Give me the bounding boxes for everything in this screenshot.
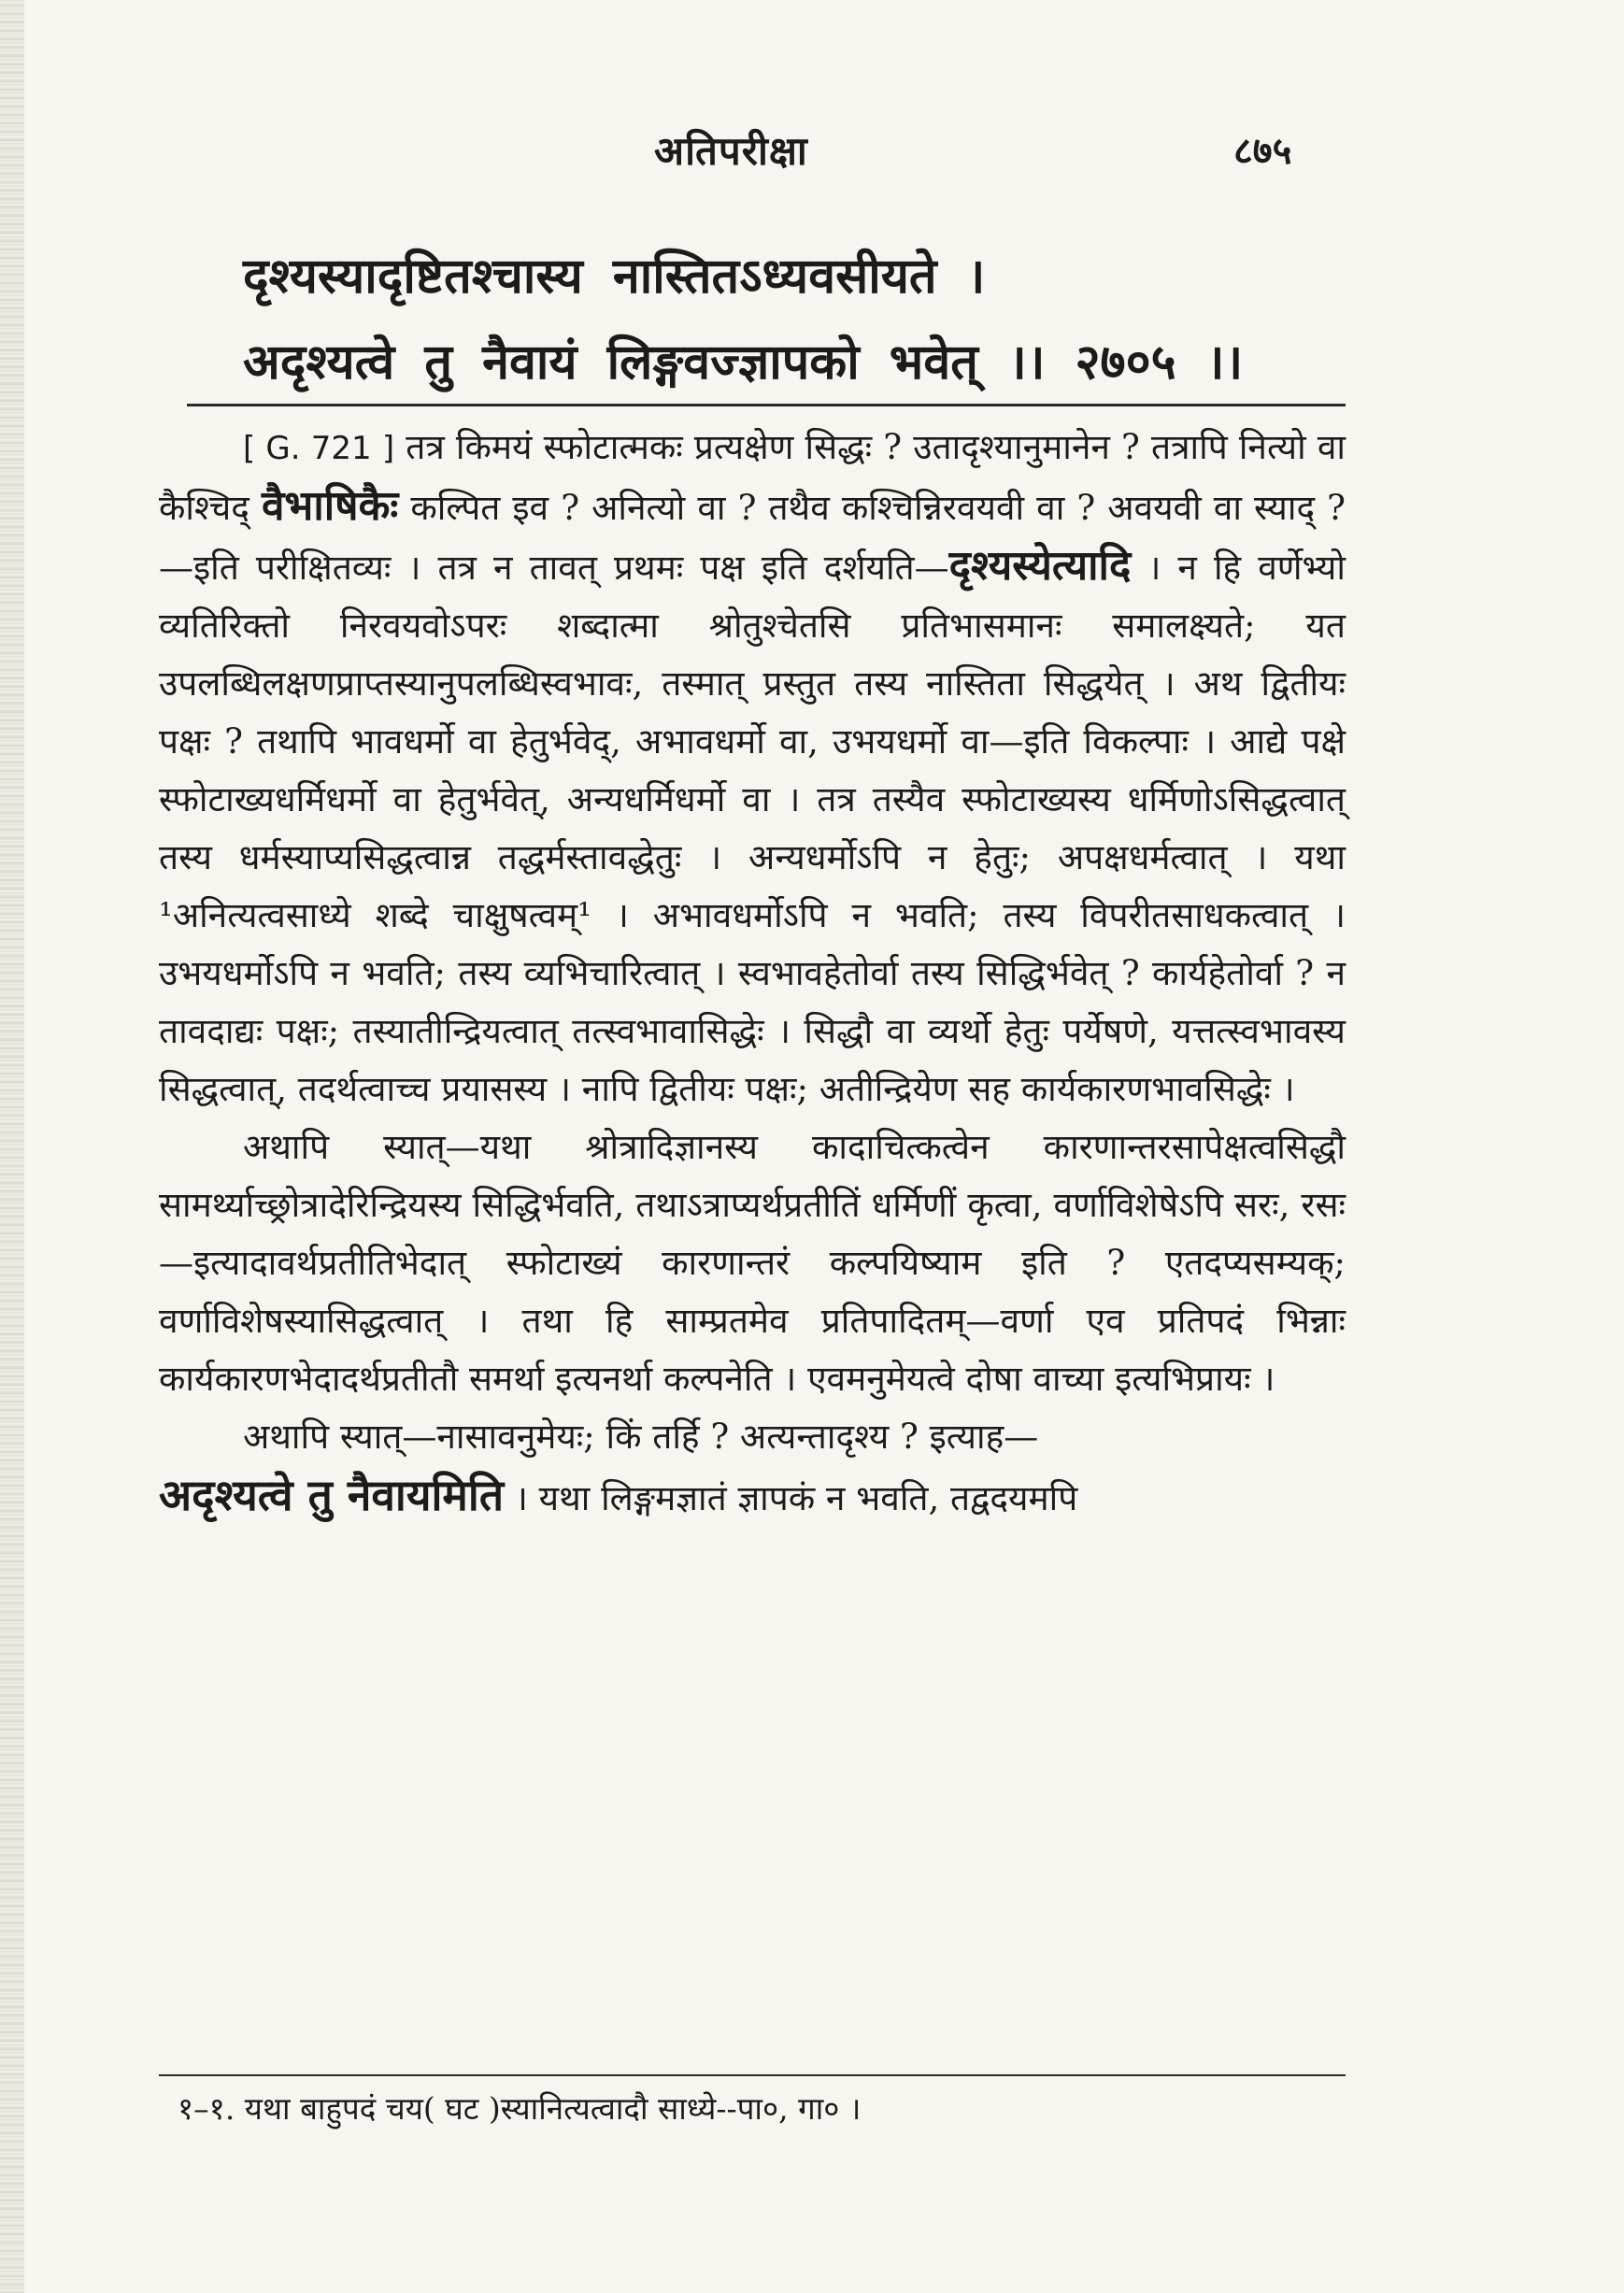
commentary-paragraph-3 — [159, 1408, 1346, 1528]
commentary-text — [159, 419, 1346, 1528]
commentary-segment: तत्र किमयं स्फोटात्मकः प्रत्यक्षेण सिद्धः ? उतादृश्यानुमानेन ? तत्रापि नित्यो वा कैश्चिद् — [159, 427, 1346, 528]
emphasis-pratika: दृश्यस्येत्यादि — [948, 542, 1132, 590]
commentary-paragraph-2: अथापि स्यात्—यथा श्रोत्रादिज्ञानस्य कादाचित्कत्वेन कारणान्तरसापेक्षत्वसिद्धौ सामर्थ्याच्छ्रोत्रादेरिन्द्रियस्य सिद्धिर्भवति, तथाऽत्राप्यर्थप्रतीतिं धर्मिणीं कृत्वा, वर्णाविशेषेऽपि सरः, रसः—इत्यादावर्थप्रतीतिभेदात् स्फोटाख्यं कारणान्तरं कल्पयिष्याम इति ? एतदप्यसम्यक्; वर्णाविशेषस्यासिद्धत्वात् । तथा हि साम्प्रतमेव प्रतिपादितम्—वर्णा एव प्रतिपदं भिन्नाः कार्यकारणभेदादर्थप्रतीतौ समर्था इत्यनर्था कल्पनेति । एवमनुमेयत्वे दोषा वाच्या इत्यभिप्रायः । — [159, 1127, 1346, 1399]
emphasis-pratika-2: अदृश्यत्वे तु नैवायमिति — [159, 1470, 505, 1520]
commentary-segment: । न हि वर्णेभ्यो व्यतिरिक्तो निरवयवोऽपरः शब्दात्मा श्रोतुश्चेतसि प्रतिभासमानः समालक्ष्यते; यत उपलब्धिलक्षणप्राप्तस्यानुपलब्धिस्वभावः, तस्मात् प्रस्तुत तस्य नास्तिता सिद्धयेत् । अथ द्वितीयः पक्षः ? तथापि भावधर्मो वा हेतुर्भवेद्, अभावधर्मो वा, उभयधर्मो वा—इति विकल्पाः । आद्ये पक्षे स्फोटाख्यधर्मिधर्मो वा हेतुर्भवेत्, अन्यधर्मिधर्मो वा । तत्र तस्यैव स्फोटाख्यस्य धर्मिणोऽसिद्धत्वात् तस्य धर्मस्याप्यसिद्धत्वान्न तद्धर्मस्तावद्धेतुः । अन्यधर्मोऽपि न हेतुः; अपक्षधर्मत्वात् । यथा ¹अनित्यत्वसाध्ये शब्दे चाक्षुषत्वम्¹ । अभावधर्मोऽपि न भवति; तस्य विपरीतसाधकत्वात् । उभयधर्मोऽपि न भवति; तस्य व्यभिचारित्वात् । स्वभावहेतोर्वा तस्य सिद्धिर्भवेत् ? कार्यहेतोर्वा ? न तावदाद्यः पक्षः; तस्यातीन्द्रियत्वात् तत्स्वभावासिद्धेः । सिद्धौ वा व्यर्थो हेतुः पर्येषणे, यत्तत्स्वभावस्य सिद्धत्वात्, तदर्थत्वाच्च प्रयासस्य । नापि द्वितीयः पक्षः; अतीन्द्रियेण सह कार्यकारणभावसिद्धेः । — [159, 548, 1346, 1109]
verse-line-1: दृश्यस्यादृष्टितश्चास्य नास्तितऽध्यवसीयते । — [243, 248, 986, 305]
footnote: १–१. यथा बाहुपदं चय( घट )स्यानित्यत्वादौ साध्ये--पा०, गा० । — [178, 2090, 862, 2127]
commentary-segment: । यथा लिङ्गमज्ञातं ज्ञापकं न भवति, तद्वदयमपि — [514, 1478, 1078, 1518]
emphasis-vaibhashika: वैभाषिकैः — [261, 482, 399, 530]
page-edge-shadow — [0, 0, 24, 2293]
verse-line-2: अदृश्यत्वे तु नैवायं लिङ्गवज्ज्ञापको भवेत् ।। २७०५ ।। — [243, 334, 1244, 391]
commentary-segment: अथापि स्यात्—नासावनुमेयः; किं तर्हि ? अत्यन्तादृश्य ? इत्याह— — [243, 1417, 1039, 1457]
verse-divider — [187, 404, 1346, 406]
commentary-paragraph-1 — [159, 419, 1346, 1118]
gaekwad-reference: [ G. 721 ] — [243, 430, 395, 467]
commentary-segment: कल्पित इव ? अनित्यो वा ? तथैव कश्चिन्निरवयवी वा ? अवयवी वा स्याद् ?—इति परीक्षितव्यः । तत्र न तावत् प्रथमः पक्ष इति दर्शयति— — [159, 488, 1346, 588]
running-header — [0, 123, 1624, 179]
page-number: ८७५ — [1233, 129, 1292, 173]
verse-block — [243, 234, 1364, 406]
running-title: अतिपरीक्षा — [654, 128, 808, 174]
footnote-divider — [159, 2074, 1346, 2076]
